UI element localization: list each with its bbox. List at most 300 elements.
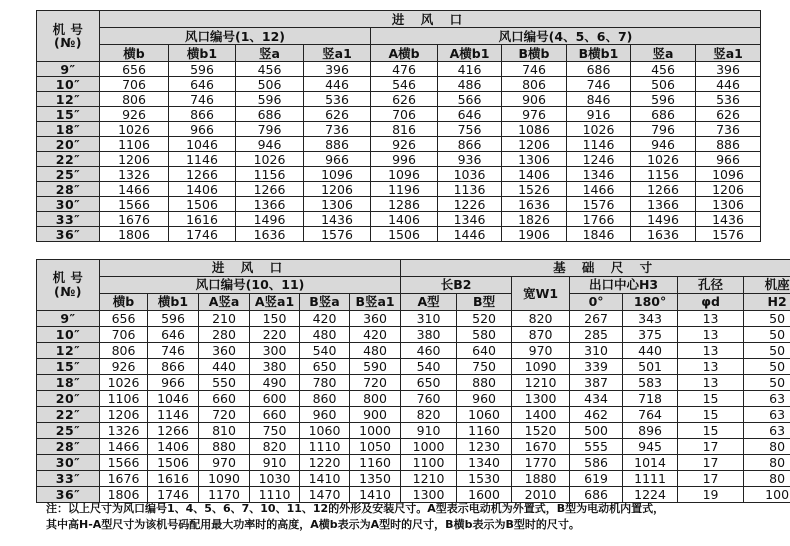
table-cell: 462 [570,407,623,423]
table-cell: 1156 [631,167,696,182]
table-cell: 900 [350,407,401,423]
table-cell: 15 [678,407,744,423]
table-cell: 63 [744,423,790,439]
table-cell: 1366 [631,197,696,212]
seat-subheader: H2 [744,294,790,311]
table-cell: 1306 [696,197,761,212]
table-cell: 1676 [100,212,169,227]
seat-header: 机座 [744,277,790,294]
table-cell: 1406 [148,439,199,455]
table-cell: 420 [350,327,401,343]
machine-number-header-2 [37,260,100,311]
table-cell: 866 [148,359,199,375]
table-cell: 2010 [512,487,570,503]
table-cell: 1300 [401,487,457,503]
outlet-center-h3-header: 出口中心H3 [570,277,678,294]
table-cell: 1530 [457,471,512,487]
table-cell: 820 [401,407,457,423]
table-cell: 1616 [148,471,199,487]
table-row [37,343,790,359]
column-header: 竖a [631,45,696,62]
table-cell: 736 [304,122,371,137]
table-cell: 1466 [100,439,148,455]
table-cell: 640 [457,343,512,359]
machine-number-cell: 12″ [37,343,100,359]
table-cell: 50 [744,311,790,327]
table-cell: 280 [199,327,250,343]
table-cell: 387 [570,375,623,391]
table-cell: 686 [570,487,623,503]
column-header: A竖a1 [250,294,300,311]
table-cell: 746 [169,92,236,107]
table-cell: 1230 [457,439,512,455]
table-cell: 746 [567,77,631,92]
table-cell: 1326 [100,423,148,439]
table-cell: 820 [250,439,300,455]
table-cell: 1266 [148,423,199,439]
table-cell: 100 [744,487,790,503]
column-header: 横b [100,294,148,311]
table-cell: 1206 [696,182,761,197]
table-cell: 846 [567,92,631,107]
table-cell: 646 [148,327,199,343]
table-cell: 13 [678,375,744,391]
table-cell: 1106 [100,391,148,407]
table-cell: 746 [502,62,567,77]
inlet-dimension-table-1 [36,10,761,242]
table-cell: 1616 [169,212,236,227]
column-header: 横b1 [148,294,199,311]
column-header: 竖a1 [304,45,371,62]
table-cell: 926 [100,107,169,122]
table-cell: 50 [744,327,790,343]
column-header: A型 [401,294,457,311]
table-cell: 718 [623,391,678,407]
table-row [37,212,761,227]
table-cell: 626 [304,107,371,122]
table-cell: 1086 [502,122,567,137]
table-cell: 1676 [100,471,148,487]
base-group-header: 基 础 尺 寸 [401,260,790,277]
table-row [37,197,761,212]
table-row [37,327,790,343]
table-cell: 1566 [100,455,148,471]
table-cell: 63 [744,391,790,407]
table-cell: 500 [570,423,623,439]
table-cell: 80 [744,471,790,487]
table-cell: 796 [631,122,696,137]
table-cell: 360 [350,311,401,327]
table-cell: 310 [570,343,623,359]
table-cell: 596 [631,92,696,107]
table-cell: 1210 [401,471,457,487]
machine-number-cell: 28″ [37,182,100,197]
table-cell: 1306 [502,152,567,167]
machine-number-cell: 15″ [37,107,100,122]
table-cell: 1576 [567,197,631,212]
table-cell: 1030 [250,471,300,487]
table-cell: 736 [696,122,761,137]
table-cell: 806 [100,343,148,359]
column-header: A横b [371,45,438,62]
table-cell: 1266 [236,182,304,197]
table-cell: 820 [512,311,570,327]
table-cell: 555 [570,439,623,455]
table-cell: 490 [250,375,300,391]
table-cell: 860 [300,391,350,407]
table-cell: 1036 [438,167,502,182]
table-cell: 1206 [304,182,371,197]
table-cell: 13 [678,343,744,359]
table-cell: 50 [744,359,790,375]
table-cell: 1196 [371,182,438,197]
table-cell: 1506 [148,455,199,471]
table-cell: 966 [169,122,236,137]
table-cell: 580 [457,327,512,343]
table-cell: 1014 [623,455,678,471]
table-cell: 1636 [502,197,567,212]
machine-number-cell: 33″ [37,212,100,227]
table-cell: 1326 [100,167,169,182]
machine-number-cell: 20″ [37,391,100,407]
column-header: 180° [623,294,678,311]
table-cell: 746 [148,343,199,359]
table-cell: 976 [502,107,567,122]
table-cell: 150 [250,311,300,327]
table-cell: 1146 [148,407,199,423]
table-cell: 550 [199,375,250,391]
table-cell: 1096 [371,167,438,182]
table-cell: 626 [696,107,761,122]
table-cell: 1446 [438,227,502,242]
table-cell: 946 [631,137,696,152]
column-header: B竖a1 [350,294,401,311]
table-cell: 619 [570,471,623,487]
footnote [46,501,664,533]
table-cell: 910 [250,455,300,471]
table-cell: 210 [199,311,250,327]
machine-number-cell: 20″ [37,137,100,152]
table-cell: 1000 [350,423,401,439]
table-cell: 380 [250,359,300,375]
table-cell: 926 [100,359,148,375]
table-cell: 1636 [236,227,304,242]
table-cell: 536 [304,92,371,107]
table-cell: 540 [300,343,350,359]
table-cell: 1906 [502,227,567,242]
table-cell: 660 [199,391,250,407]
table-cell: 1026 [100,122,169,137]
table-row [37,77,761,92]
table-cell: 360 [199,343,250,359]
table-cell: 970 [512,343,570,359]
table-cell: 1566 [100,197,169,212]
table-cell: 1806 [100,487,148,503]
table-cell: 686 [236,107,304,122]
table-cell: 566 [438,92,502,107]
table-cell: 960 [300,407,350,423]
machine-number-cell: 10″ [37,327,100,343]
machine-number-cell: 18″ [37,375,100,391]
table-cell: 300 [250,343,300,359]
machine-number-cell: 10″ [37,77,100,92]
table-row [37,137,761,152]
column-header: A横b1 [438,45,502,62]
machine-number-label: 机 号 [52,22,84,37]
machine-number-cell: 36″ [37,487,100,503]
machine-number-cell: 18″ [37,122,100,137]
table-cell: 1206 [100,407,148,423]
machine-number-label-2: 机 号 [52,270,84,285]
table-cell: 656 [100,62,169,77]
table-cell: 310 [401,311,457,327]
table-cell: 1160 [350,455,401,471]
table-cell: 1046 [169,137,236,152]
table-cell: 720 [350,375,401,391]
table-cell: 1576 [696,227,761,242]
table-cell: 706 [100,327,148,343]
table-cell: 396 [696,62,761,77]
table-row [37,311,790,327]
table-cell: 946 [236,137,304,152]
table-cell: 1306 [304,197,371,212]
table-cell: 476 [371,62,438,77]
hole-diameter-subheader: φd [678,294,744,311]
table-cell: 1526 [502,182,567,197]
table-cell: 1346 [567,167,631,182]
table-cell: 17 [678,471,744,487]
table-cell: 656 [100,311,148,327]
machine-number-cell: 9″ [37,311,100,327]
column-header: B竖a [300,294,350,311]
table-cell: 926 [371,137,438,152]
table-row [37,227,761,242]
table-cell: 1266 [169,167,236,182]
table-cell: 396 [304,62,371,77]
table-cell: 996 [371,152,438,167]
column-header: A竖a [199,294,250,311]
table-cell: 660 [250,407,300,423]
table-cell: 756 [438,122,502,137]
table-cell: 596 [169,62,236,77]
table-cell: 650 [401,375,457,391]
table-cell: 1090 [512,359,570,375]
inlet-base-dimension-table-2 [36,259,790,503]
table-cell: 1050 [350,439,401,455]
table-cell: 1346 [438,212,502,227]
table-cell: 646 [438,107,502,122]
table-cell: 686 [567,62,631,77]
table-row [37,423,790,439]
table-cell: 1026 [100,375,148,391]
footnote-line-2: 其中高H-A型尺寸为该机号码配用最大功率时的高度，A横b表示为A型时的尺寸，B横b表示为B型时的尺寸。 [46,518,580,531]
table-cell: 1846 [567,227,631,242]
table-cell: 806 [100,92,169,107]
machine-number-cell: 36″ [37,227,100,242]
table-cell: 1090 [199,471,250,487]
table-cell: 1600 [457,487,512,503]
table-cell: 440 [623,343,678,359]
table-cell: 285 [570,327,623,343]
table-cell: 506 [236,77,304,92]
table-cell: 1340 [457,455,512,471]
table-row [37,471,790,487]
table-cell: 760 [401,391,457,407]
inlet-subheader-10-11: 风口编号(10、11) [100,277,401,294]
inlet-subheader-1-12: 风口编号(1、12) [100,28,371,45]
column-header: B横b [502,45,567,62]
table-cell: 1770 [512,455,570,471]
table-cell: 1410 [300,471,350,487]
machine-number-sub: (№) [54,35,82,50]
table-cell: 1350 [350,471,401,487]
table-cell: 380 [401,327,457,343]
machine-number-sub-2: (№) [54,284,82,299]
table-cell: 1406 [371,212,438,227]
table-cell: 1156 [236,167,304,182]
table-cell: 13 [678,359,744,375]
machine-number-cell: 25″ [37,423,100,439]
table-cell: 1406 [169,182,236,197]
table-cell: 13 [678,327,744,343]
table-row [37,122,761,137]
table-cell: 1670 [512,439,570,455]
table-row [37,439,790,455]
table-cell: 896 [623,423,678,439]
table-cell: 596 [148,311,199,327]
table-cell: 17 [678,455,744,471]
table-cell: 1576 [304,227,371,242]
machine-number-cell: 30″ [37,197,100,212]
table-cell: 13 [678,311,744,327]
table-cell: 1406 [502,167,567,182]
table-cell: 886 [304,137,371,152]
table-cell: 1206 [502,137,567,152]
table-cell: 1746 [148,487,199,503]
table-cell: 343 [623,311,678,327]
table-row [37,62,761,77]
table-cell: 1400 [512,407,570,423]
table-cell: 906 [502,92,567,107]
table-cell: 626 [371,92,438,107]
table-cell: 600 [250,391,300,407]
table-cell: 1766 [567,212,631,227]
table-cell: 15 [678,391,744,407]
table-cell: 720 [199,407,250,423]
table-cell: 706 [371,107,438,122]
table-cell: 886 [696,137,761,152]
table-cell: 1026 [631,152,696,167]
table-cell: 936 [438,152,502,167]
table-cell: 590 [350,359,401,375]
table-cell: 800 [350,391,401,407]
table-cell: 1410 [350,487,401,503]
table-cell: 1226 [438,197,502,212]
table-cell: 806 [502,77,567,92]
table-cell: 1506 [169,197,236,212]
width-w1-header: 宽W1 [512,277,570,311]
table-cell: 1100 [401,455,457,471]
table-cell: 540 [401,359,457,375]
column-header: 横b1 [169,45,236,62]
table-cell: 434 [570,391,623,407]
table-row [37,107,761,122]
table-cell: 1880 [512,471,570,487]
table-cell: 966 [148,375,199,391]
table-cell: 1496 [631,212,696,227]
table-cell: 1206 [100,152,169,167]
table-cell: 15 [678,423,744,439]
table-row [37,407,790,423]
table-cell: 440 [199,359,250,375]
machine-number-cell: 22″ [37,152,100,167]
machine-number-cell: 15″ [37,359,100,375]
table-cell: 1300 [512,391,570,407]
table-cell: 586 [570,455,623,471]
table-cell: 1060 [300,423,350,439]
table-cell: 1110 [300,439,350,455]
table-cell: 1000 [401,439,457,455]
table-cell: 1146 [567,137,631,152]
table-cell: 520 [457,311,512,327]
table-cell: 501 [623,359,678,375]
table-cell: 267 [570,311,623,327]
table-row [37,152,761,167]
length-b2-header: 长B2 [401,277,512,294]
table-cell: 945 [623,439,678,455]
machine-number-cell: 30″ [37,455,100,471]
column-header: 竖a1 [696,45,761,62]
table-cell: 420 [300,311,350,327]
table-cell: 506 [631,77,696,92]
table-cell: 706 [100,77,169,92]
table-cell: 1060 [457,407,512,423]
table-cell: 1496 [236,212,304,227]
column-header: 0° [570,294,623,311]
inlet-group-header: 进 风 口 [100,11,761,28]
table-cell: 866 [169,107,236,122]
table-row [37,391,790,407]
table-cell: 1026 [236,152,304,167]
table-cell: 1806 [100,227,169,242]
table-cell: 456 [236,62,304,77]
table-cell: 1111 [623,471,678,487]
table-cell: 1366 [236,197,304,212]
table-cell: 446 [696,77,761,92]
table-cell: 1436 [696,212,761,227]
machine-number-cell: 12″ [37,92,100,107]
table-cell: 480 [350,343,401,359]
table-row [37,92,761,107]
table-cell: 764 [623,407,678,423]
machine-number-cell: 9″ [37,62,100,77]
table-cell: 63 [744,407,790,423]
table-cell: 1224 [623,487,678,503]
table-cell: 546 [371,77,438,92]
table-cell: 880 [457,375,512,391]
table-cell: 1160 [457,423,512,439]
column-header: 横b [100,45,169,62]
table-row [37,167,761,182]
table-cell: 1636 [631,227,696,242]
table-cell: 1210 [512,375,570,391]
table-cell: 1520 [512,423,570,439]
machine-number-cell: 28″ [37,439,100,455]
table-cell: 460 [401,343,457,359]
table-cell: 1246 [567,152,631,167]
table-cell: 1466 [567,182,631,197]
table-cell: 686 [631,107,696,122]
